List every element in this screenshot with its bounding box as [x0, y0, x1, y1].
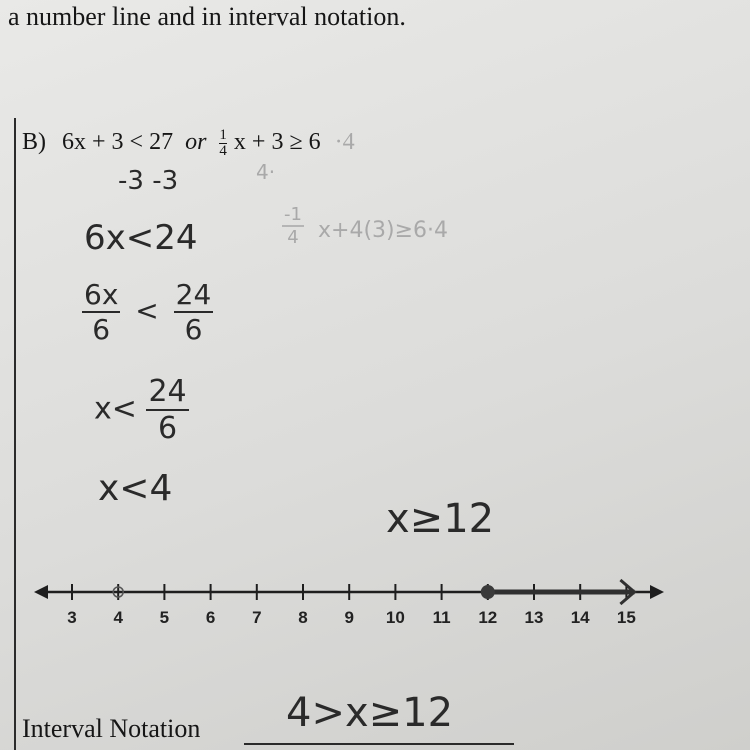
six-denominator-left: 6: [92, 313, 111, 346]
less-than-op: <: [135, 294, 159, 327]
tick-label: 9: [344, 608, 354, 627]
24-over-six: [174, 278, 214, 346]
six-x-over-six: [82, 278, 120, 346]
faint-frac-num: -1: [284, 204, 302, 225]
divide-by-six-step: [82, 278, 213, 346]
24-numerator-second: 24: [148, 374, 187, 409]
faint-scribble-equation: x+4(3)≥6·4: [318, 218, 449, 243]
fraction-numerator: 1: [219, 127, 227, 143]
tick-label: 12: [478, 608, 498, 627]
interval-answer: 4>x≥12: [286, 690, 454, 736]
x-greater-equal-12: x≥12: [386, 496, 495, 542]
tick-label: 6: [205, 608, 216, 627]
x-less-four: x<4: [98, 468, 173, 509]
tick-label: 13: [524, 608, 544, 627]
tick-label: 3: [67, 608, 77, 627]
closed-point-marker: [481, 585, 495, 599]
24-over-6-second: [146, 374, 188, 446]
problem-statement: [22, 128, 355, 159]
answer-line: [244, 743, 514, 745]
x-less-24-over-6: [94, 374, 189, 446]
faint-fraction: [282, 204, 304, 248]
problem-label: B): [22, 129, 46, 156]
times-four-mark: ·4: [334, 129, 355, 156]
tick-label: 14: [570, 608, 590, 627]
six-x-less-24: 6x<24: [84, 218, 198, 258]
right-arrow-icon: [650, 585, 664, 599]
instruction-text: a number line and in interval notation.: [8, 2, 406, 31]
subtract-three-step: -3 -3: [118, 166, 179, 196]
tick-labels: [0, 608, 750, 634]
6-denominator-second: 6: [157, 411, 178, 446]
tick-label: 11: [432, 608, 451, 627]
or-connector: or: [185, 129, 207, 156]
tick-label: 5: [159, 608, 170, 627]
24-numerator: 24: [175, 278, 212, 311]
left-inequality: 6x + 3 < 27: [62, 129, 174, 156]
right-inequality: x + 3 ≥ 6: [233, 129, 321, 156]
faint-frac-den: 4: [287, 227, 299, 248]
six-x-numerator: 6x: [84, 278, 119, 311]
fraction-denominator: 4: [219, 143, 227, 159]
tick-label: 7: [252, 608, 262, 627]
margin-line: [14, 118, 16, 750]
interval-notation-label: Interval Notation: [22, 714, 201, 743]
faint-minus-one-quarter: [282, 204, 304, 248]
tick-label: 4: [113, 608, 123, 627]
six-denominator-right: 6: [184, 313, 203, 346]
tick-label: 10: [385, 608, 405, 627]
left-arrow-icon: [34, 585, 48, 599]
one-quarter-fraction: [219, 128, 227, 159]
faint-scribble-four: 4·: [256, 160, 276, 184]
x-less-lhs: x<: [94, 391, 137, 427]
tick-label: 15: [616, 608, 636, 627]
tick-label: 8: [298, 608, 308, 627]
